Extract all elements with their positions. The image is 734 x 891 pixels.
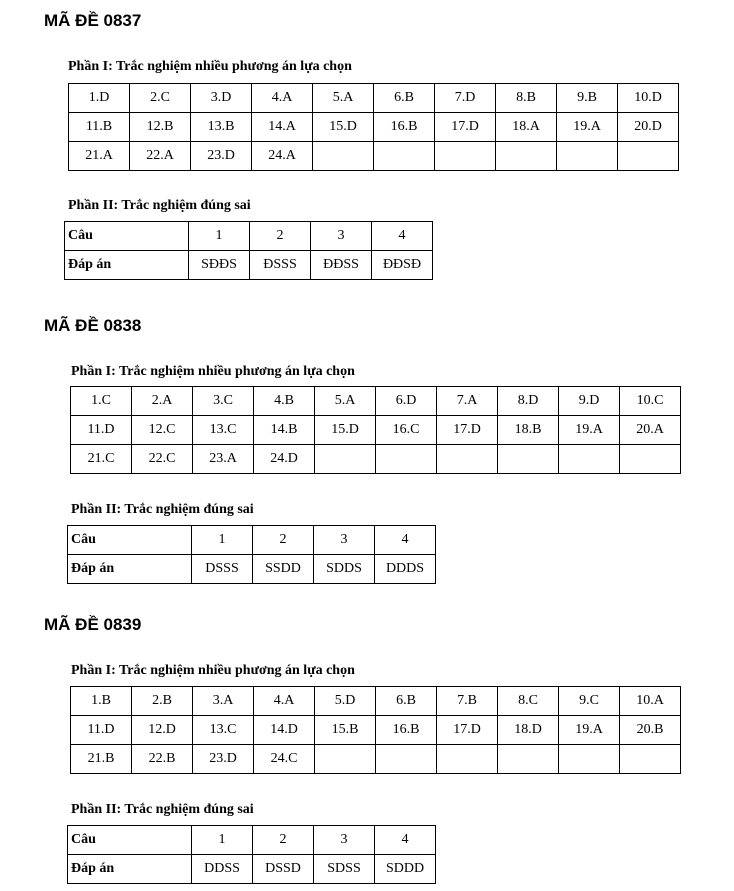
answer-cell: 12.C [132,416,193,445]
answer-cell: ĐĐSĐ [372,251,433,280]
table-row [71,716,681,745]
answer-cell: 14.A [252,113,313,142]
answer-cell: 10.C [620,387,681,416]
answer-cell: 12.B [130,113,191,142]
table-row [69,142,679,171]
answer-cell: SSDD [253,555,314,584]
answer-cell: 2.B [132,687,193,716]
table-row [68,826,436,855]
part1-title: Phần I: Trắc nghiệm nhiều phương án lựa chọn [71,663,355,678]
answer-cell [376,745,437,774]
table-row [69,113,679,142]
multiple-choice-table [70,686,681,774]
answer-cell: 4.A [252,84,313,113]
answer-cell: 16.C [376,416,437,445]
question-number: 1 [189,222,250,251]
answer-cell: 1.C [71,387,132,416]
answer-cell: 13.B [191,113,252,142]
answer-cell: 24.C [254,745,315,774]
answer-cell: 20.A [620,416,681,445]
answer-cell: 18.B [498,416,559,445]
answer-cell: 9.B [557,84,618,113]
answer-cell [435,142,496,171]
exam-code-title: MÃ ĐỀ 0838 [44,316,142,335]
answer-cell: 5.A [313,84,374,113]
answer-header: Đáp án [68,555,192,584]
answer-cell: 11.D [71,416,132,445]
question-header: Câu [65,222,189,251]
answer-cell [557,142,618,171]
answer-cell: 18.A [496,113,557,142]
answer-cell [376,445,437,474]
answer-cell: 21.C [71,445,132,474]
answer-cell: SĐĐS [189,251,250,280]
answer-cell: 14.D [254,716,315,745]
answer-header: Đáp án [68,855,192,884]
answer-cell [315,745,376,774]
answer-cell: SDDD [375,855,436,884]
answer-cell: 7.D [435,84,496,113]
answer-cell: 21.B [71,745,132,774]
answer-cell: 8.B [496,84,557,113]
question-number: 3 [311,222,372,251]
answer-cell: 5.D [315,687,376,716]
answer-cell [620,445,681,474]
part1-title: Phần I: Trắc nghiệm nhiều phương án lựa chọn [71,364,355,379]
answer-cell [437,745,498,774]
answer-cell: 11.B [69,113,130,142]
question-number: 2 [253,826,314,855]
question-number: 4 [375,526,436,555]
multiple-choice-table [68,83,679,171]
answer-cell [498,745,559,774]
answer-cell: SDDS [314,555,375,584]
answer-cell: 3.D [191,84,252,113]
table-row [68,555,436,584]
answer-cell: 13.C [193,416,254,445]
answer-cell: 22.C [132,445,193,474]
part1-title: Phần I: Trắc nghiệm nhiều phương án lựa chọn [68,59,352,74]
answer-cell: 20.B [620,716,681,745]
answer-cell: 20.D [618,113,679,142]
answer-cell [313,142,374,171]
answer-cell: 15.D [315,416,376,445]
answer-cell: 7.B [437,687,498,716]
answer-cell [620,745,681,774]
answer-cell [559,445,620,474]
question-number: 4 [375,826,436,855]
answer-cell: 15.D [313,113,374,142]
answer-cell: 19.A [557,113,618,142]
answer-cell: 15.B [315,716,376,745]
answer-cell: 2.A [132,387,193,416]
answer-cell: DSSD [253,855,314,884]
question-number: 2 [253,526,314,555]
answer-cell: 1.D [69,84,130,113]
question-number: 2 [250,222,311,251]
answer-cell: 10.A [620,687,681,716]
answer-cell: 21.A [69,142,130,171]
answer-cell: 23.D [191,142,252,171]
answer-cell: 4.A [254,687,315,716]
question-number: 3 [314,826,375,855]
table-row [71,687,681,716]
answer-cell: 12.D [132,716,193,745]
answer-cell: 6.D [376,387,437,416]
answer-cell: 11.D [71,716,132,745]
answer-cell [618,142,679,171]
true-false-table [67,525,436,584]
question-header: Câu [68,826,192,855]
question-number: 1 [192,526,253,555]
answer-cell: ĐSSS [250,251,311,280]
answer-cell: 17.D [435,113,496,142]
answer-cell: 7.A [437,387,498,416]
true-false-table [67,825,436,884]
answer-cell: 10.D [618,84,679,113]
true-false-table [64,221,433,280]
question-number: 3 [314,526,375,555]
table-row [69,84,679,113]
answer-cell: DSSS [192,555,253,584]
answer-cell: 8.C [498,687,559,716]
answer-cell [437,445,498,474]
exam-code-title: MÃ ĐỀ 0837 [44,11,142,30]
answer-cell: 24.D [254,445,315,474]
answer-cell: DDDS [375,555,436,584]
answer-cell: 23.A [193,445,254,474]
answer-cell: 6.B [374,84,435,113]
table-row [71,416,681,445]
answer-cell: 13.C [193,716,254,745]
table-row [71,445,681,474]
answer-cell: 16.B [374,113,435,142]
answer-cell: 3.A [193,687,254,716]
answer-cell [498,445,559,474]
table-row [65,251,433,280]
table-row [68,526,436,555]
question-header: Câu [68,526,192,555]
answer-cell: 8.D [498,387,559,416]
answer-cell: 22.A [130,142,191,171]
answer-cell: 2.C [130,84,191,113]
answer-cell: 23.D [193,745,254,774]
answer-cell: 19.A [559,416,620,445]
question-number: 1 [192,826,253,855]
answer-cell: 9.C [559,687,620,716]
answer-cell: 4.B [254,387,315,416]
answer-cell: 18.D [498,716,559,745]
answer-cell: 24.A [252,142,313,171]
answer-cell: 16.B [376,716,437,745]
answer-cell: ĐĐSS [311,251,372,280]
table-row [65,222,433,251]
answer-cell [559,745,620,774]
table-row [71,387,681,416]
table-row [71,745,681,774]
answer-cell: 22.B [132,745,193,774]
answer-cell [496,142,557,171]
answer-cell: 17.D [437,416,498,445]
answer-cell: 5.A [315,387,376,416]
answer-header: Đáp án [65,251,189,280]
answer-cell [374,142,435,171]
answer-cell: 6.B [376,687,437,716]
answer-cell: 1.B [71,687,132,716]
answer-cell: 3.C [193,387,254,416]
table-row [68,855,436,884]
answer-cell: 14.B [254,416,315,445]
answer-cell: SDSS [314,855,375,884]
answer-cell: DDSS [192,855,253,884]
question-number: 4 [372,222,433,251]
part2-title: Phần II: Trắc nghiệm đúng sai [71,502,254,517]
answer-cell [315,445,376,474]
part2-title: Phần II: Trắc nghiệm đúng sai [68,198,251,213]
answer-cell: 17.D [437,716,498,745]
multiple-choice-table [70,386,681,474]
answer-cell: 9.D [559,387,620,416]
exam-code-title: MÃ ĐỀ 0839 [44,615,142,634]
answer-cell: 19.A [559,716,620,745]
part2-title: Phần II: Trắc nghiệm đúng sai [71,802,254,817]
